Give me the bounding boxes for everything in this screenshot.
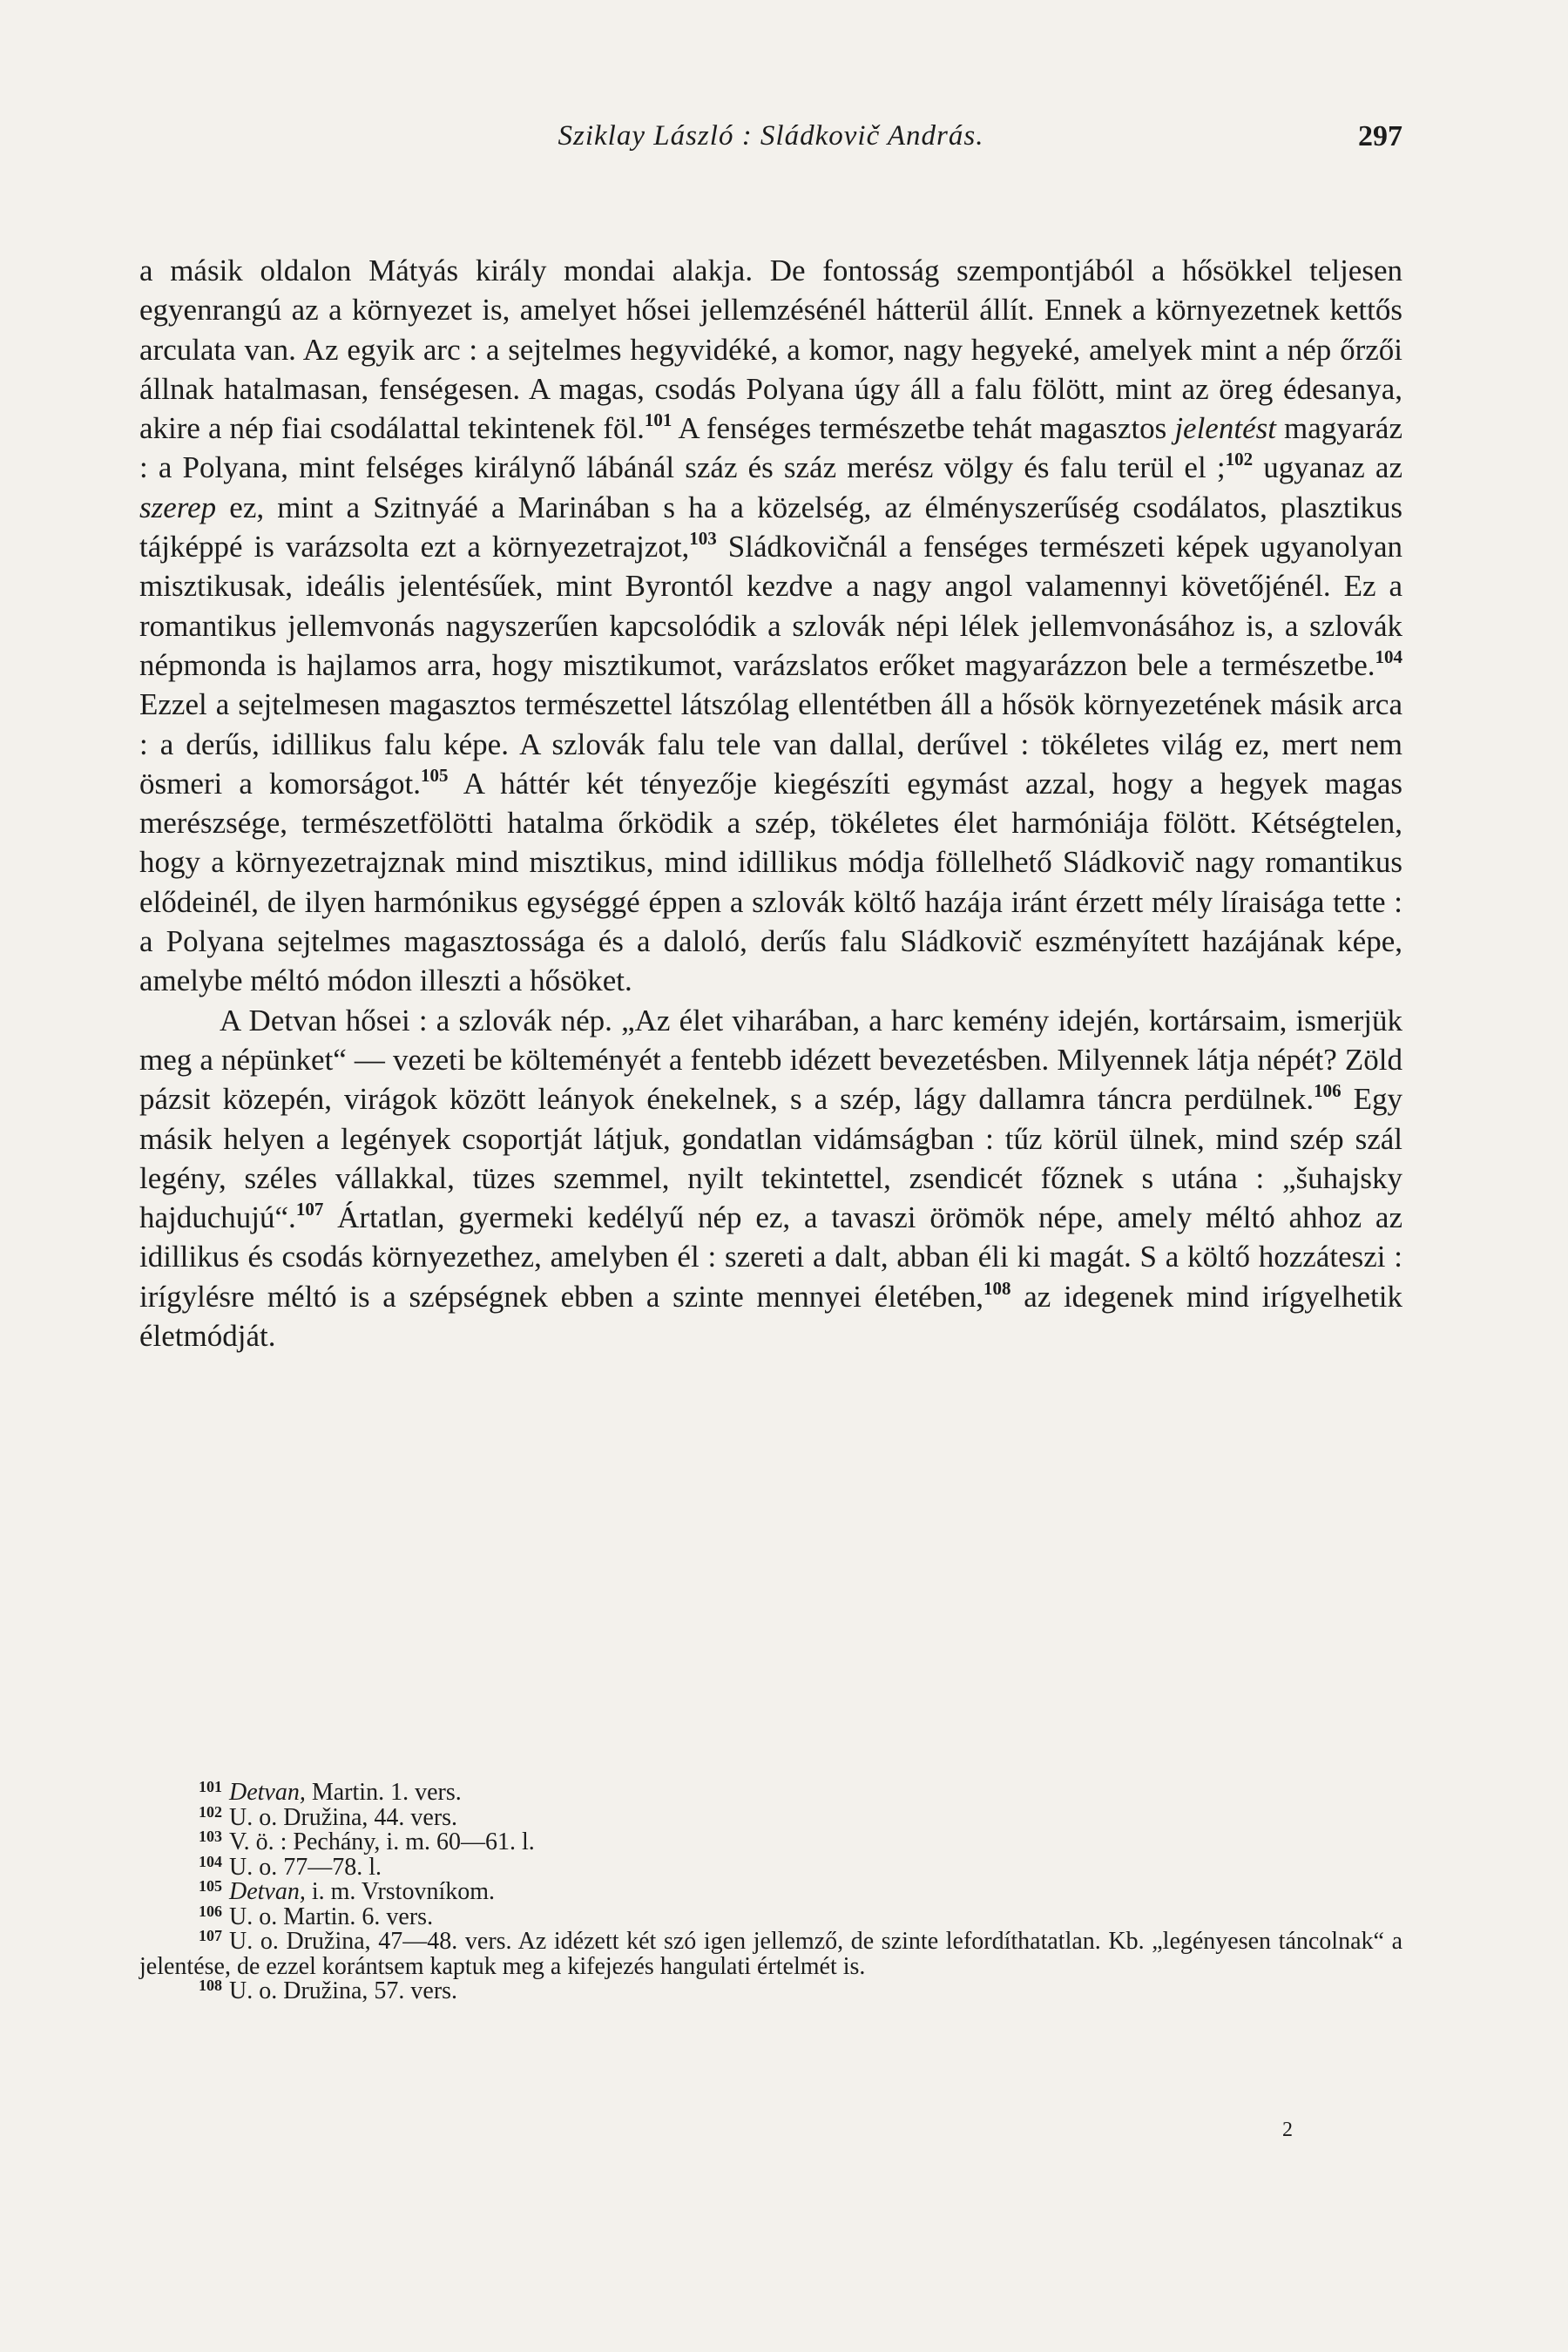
text-run: magyaráz : a Polyana, mint felséges királynő lábánál száz és száz merész völgy és falu terül el ;: [139, 411, 1402, 485]
footnote: 104 U. o. 77—78. l.: [199, 1852, 382, 1881]
footnote-reference: 103: [689, 528, 717, 550]
footnote-reference: 106: [1314, 1080, 1342, 1102]
footnote: 106 U. o. Martin. 6. vers.: [199, 1902, 434, 1930]
text-run: Egy másik helyen a legények csoportját látjuk, gondatlan vidámságban : tűz körül ülnek, mind szép szál legény, széles vállakkal, tüzes szemmel, nyilt tekintettel, zsendicét főznek s utána : „šuhajsky hajduchujú“.: [139, 1082, 1402, 1235]
text-run: a másik oldalon Mátyás király mondai alakja. De fontosság szempontjából a hősökkel teljesen egyenrangú az a környezet is, amelyet hősei jellemzésénél hátterül állít. Ennek a környezetnek kettős arculata van. Az egyik arc : a sejtelmes hegyvidéké, a komor, nagy hegyeké, amelyek mint a nép őrzői állnak hatalmasan, fenségesen. A magas, csodás Polyana úgy áll a falu fölött, mint az öreg édesanya, akire a nép fiai csodálattal tekintenek föl.: [139, 253, 1402, 446]
footnote: 102 U. o. Družina, 44. vers.: [199, 1802, 458, 1831]
footnote-reference: 108: [983, 1277, 1011, 1299]
footnote: 105 Detvan, i. m. Vrstovníkom.: [199, 1877, 496, 1905]
text-run: A háttér két tényezője kiegészíti egymást azzal, hogy a hegyek magas merészsége, természetfölötti hatalma őrködik a szép, tökéletes élet harmóniája fölött. Kétségtelen, hogy a környezetrajznak mind misztikus, mind idillikus módja föllelhető Sládkovič nagy romantikus elődeinél, de ilyen harmónikus egységgé éppen a szlovák költő hazája iránt érzett mély líraisága tette : a Polyana sejtelmes magasztossága és a daloló, derűs falu Sládkovič eszményített hazájának képe, amelybe méltó módon illeszti a hősöket.: [139, 766, 1402, 998]
italic-text: Detvan,: [229, 1878, 306, 1905]
signature-mark: 2: [1282, 2119, 1293, 2141]
footnote-reference: 105: [421, 764, 449, 786]
paragraph: [139, 1001, 1402, 1356]
text-run: i. m. Vrstovníkom.: [305, 1878, 496, 1905]
italic-text: jelentést: [1174, 411, 1276, 446]
text-run: ugyanaz az: [1253, 450, 1402, 485]
text-run: ez, mint a Szitnyáé a Marinában s ha a közelség, az élményszerűség csodálatos, plasztikus tájképpé is varázsolta ezt a környezetrajzot,: [139, 490, 1402, 564]
running-head: [139, 120, 1402, 164]
running-head-title: Sziklay László : Sládkovič András.: [558, 120, 984, 152]
footnote-reference: 104: [1375, 645, 1402, 667]
text-run: U. o. Martin. 6. vers.: [229, 1903, 434, 1930]
text-run: V. ö. : Pechány, i. m. 60—61. l.: [229, 1828, 535, 1855]
footnote: 107 U. o. Družina, 47—48. vers. Az idézett két szó igen jellemző, de szinte lefordíthatatlan. Kb. „legényesen táncolnak“ a jelentése, de ezzel korántsem kaptuk meg a kifejezés hangulati értelmét is.: [139, 1927, 1402, 1980]
footnote-reference: 102: [1225, 449, 1254, 470]
text-run: A Detvan hősei : a szlovák nép. „Az élet viharában, a harc kemény idején, kortársaim, ismerjük meg a népünket“ — vezeti be költeményét a fentebb idézett bevezetésben. Milyennek látja népét? Zöld pázsit közepén, virágok között leányok énekelnek, s a szép, lágy dallamra táncra perdülnek.: [139, 1003, 1402, 1117]
italic-text: szerep: [139, 490, 217, 524]
text-run: Martin. 1. vers.: [305, 1779, 462, 1806]
text-run: Ezzel a sejtelmesen magasztos természettel látszólag ellentétben áll a hősök környezetének másik arca : a derűs, idillikus falu képe. A szlovák falu tele van dallal, derűvel : tökéletes világ ez, mert nem ösmeri a komorságot.: [139, 687, 1402, 801]
footnotes: [139, 1778, 1402, 2004]
footnote-reference: 101: [644, 409, 672, 431]
text-run: U. o. Družina, 57. vers.: [229, 1977, 458, 2004]
italic-text: Detvan,: [229, 1779, 306, 1806]
text-run: U. o. Družina, 47—48. vers. Az idézett két szó igen jellemző, de szinte lefordíthatatlan. Kb. „legényesen táncolnak“ a jelentése, de ezzel korántsem kaptuk meg a kifejezés hangulati értelmét is.: [139, 1928, 1402, 1980]
footnote: 101 Detvan, Martin. 1. vers.: [199, 1778, 462, 1806]
text-run: U. o. Družina, 44. vers.: [229, 1803, 458, 1831]
text-run: az idegenek mind irígyelhetik életmódját.: [139, 1279, 1402, 1354]
text-run: Ártatlan, gyermeki kedélyű nép ez, a tavaszi örömök népe, amely méltó ahhoz az idillikus és csodás környezethez, amelyben él : szereti a dalt, abban éli ki magát. S a költő hozzáteszi : irígylésre méltó is a szépségnek ebben a szinte mennyei életében,: [139, 1200, 1402, 1314]
footnote-reference: 107: [295, 1199, 324, 1220]
paragraph: [139, 251, 1402, 1001]
footnote: 108 U. o. Družina, 57. vers.: [199, 1977, 458, 2004]
footnote: 103 V. ö. : Pechány, i. m. 60—61. l.: [199, 1828, 535, 1855]
text-run: A fenséges természetbe tehát magasztos: [672, 411, 1175, 446]
body-text: [139, 251, 1402, 1355]
text-run: U. o. 77—78. l.: [229, 1853, 382, 1881]
text-run: Sládkovičnál a fenséges természeti képek ugyanolyan misztikusak, ideális jelentésűek, mint Byrontól kezdve a nagy angol valamennyi követőjénél. Ez a romantikus jellemvonás nagyszerűen kapcsolódik a szlovák népi lélek jellemvonásához is, a szlovák népmonda is hajlamos arra, hogy misztikumot, varázslatos erőket magyarázzon bele a természetbe.: [139, 530, 1403, 682]
page-number: 297: [1358, 120, 1402, 152]
